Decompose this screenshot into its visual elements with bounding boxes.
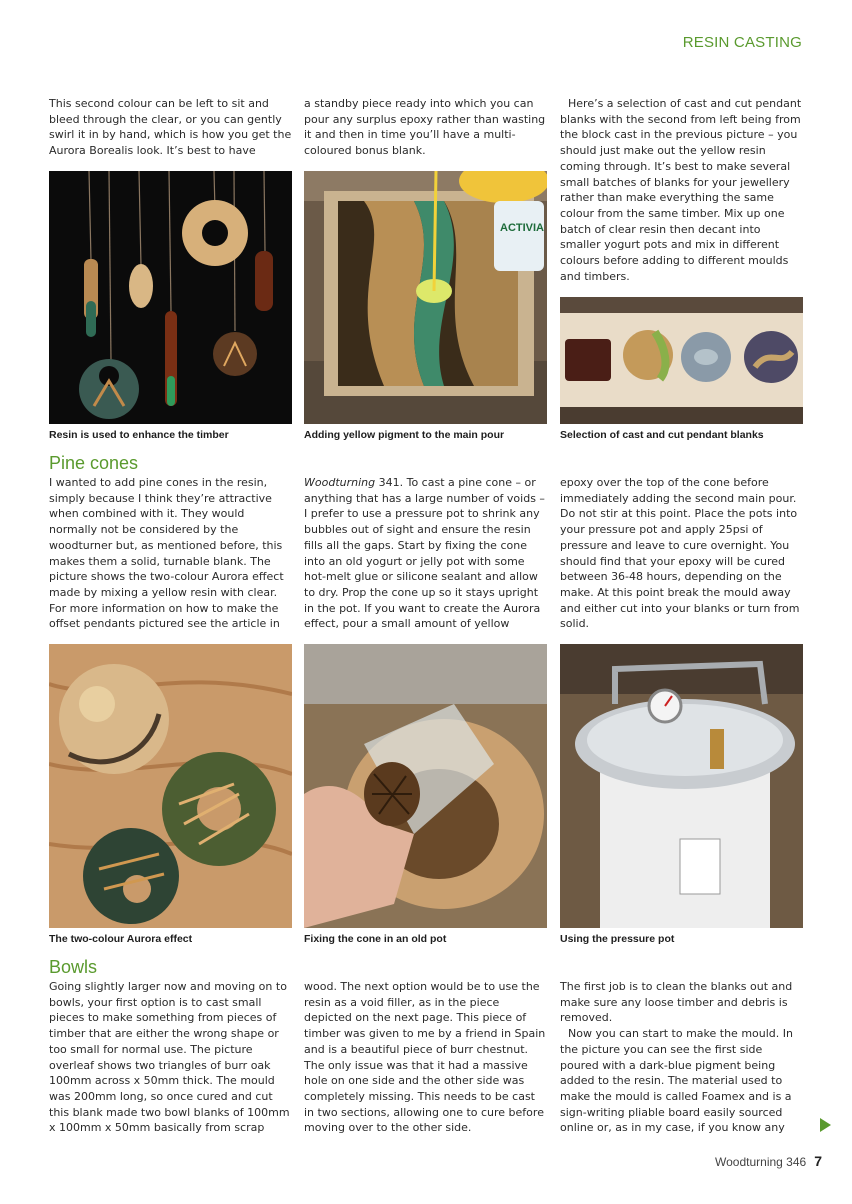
heading-pine-cones: Pine cones: [49, 453, 139, 473]
pine-col-2-text: 341. To cast a pine cone – or anything that has a large number of voids – I prefer to use a pressure pot to shrink any bubbles out of sight and ensure the resin fills all the gaps. Start by fixing the cone into an old yogurt or jelly pot with some hot-melt glue or silicone sealant and allow to dry. Prop the cone up so it stays upright in the pot. If you want to create the Aurora effect, pour a small amount of yellow: [304, 476, 545, 631]
caption-6: Using the pressure pot: [560, 933, 675, 945]
intro-col-3: Here’s a selection of cast and cut pendant blanks with the second from left being from the block cast in the previous picture – you should just make out the yellow resin coming through. It’s best to make several small batches of blanks for your jewellery rather than make everything the same colour from the same timber. Mix up one batch of clear resin then decant into smaller yogurt pots and mix in different colours before adding to different moulds and timbers.: [560, 97, 802, 283]
magazine-reference: Woodturning: [304, 476, 376, 489]
caption-4: The two-colour Aurora effect: [49, 933, 193, 945]
section-header: RESIN CASTING: [682, 34, 802, 51]
photo-cone-in-pot: [304, 644, 547, 928]
photo-pressure-pot: [560, 644, 803, 928]
caption-1: Resin is used to enhance the timber: [49, 429, 229, 441]
photo-aurora-pendants: [49, 644, 292, 928]
caption-2: Adding yellow pigment to the main pour: [304, 429, 505, 441]
yogurt-pot-label: ACTIVIA: [500, 222, 544, 234]
pine-col-3: epoxy over the top of the cone before immediately adding the second main pour. Do not stir at this point. Place the pots into your pressure pot and apply 25psi of pressure and leave to cure overnight. You should find that your epoxy will be cured between 36-48 hours, depending on the make. At this point break the mould away and either cut into your blanks or turn from solid.: [560, 476, 800, 631]
bowls-col-3-para-2: Now you can start to make the mould. In the picture you can see the first side poured with a dark-blue pigment being added to the resin. The material used to make the mould is called Foamex and is a sign-writing pliable board easily sourced online or, as in my case, if you know any: [560, 1027, 793, 1135]
bowls-col-1: Going slightly larger now and moving on to bowls, your first option is to cast small pieces to make something from pieces of timber that are either the wrong shape or too small for normal use. The picture overleaf shows two triangles of burr oak 100mm across x 50mm thick. The mould was 200mm long, so once cured and cut this blank made two bowl blanks of 100mm x 100mm x 50mm basically from scrap: [49, 980, 290, 1135]
intro-col-1: This second colour can be left to sit and bleed through the clear, or you can gently swirl it in by hand, which is how you get the Aurora Borealis look. It’s best to have: [49, 97, 292, 158]
photo-yellow-pour: [304, 171, 547, 424]
pine-col-1: I wanted to add pine cones in the resin, simply because I think they’re attractive when combined with it. They would normally not be considered by the woodturner but, as mentioned before, this makes them a solid, turnable blank. The picture shows the two-colour Aurora effect made by mixing a yellow resin with clear. For more information on how to make the offset pendants pictured see the article in: [49, 476, 284, 631]
photo-pendant-blanks: [560, 297, 803, 424]
caption-3: Selection of cast and cut pendant blanks: [560, 429, 764, 441]
magazine-issue: Woodturning 346: [715, 1155, 807, 1169]
page-number: 7: [814, 1153, 822, 1169]
bowls-col-3: [560, 979, 804, 1136]
photo-hanging-pendants: [49, 171, 292, 424]
intro-col-2: a standby piece ready into which you can pour any surplus epoxy rather than wasting it and then in time you’ll have a multi-coloured bonus blank.: [304, 97, 546, 158]
bowls-col-3-para-1: The first job is to clean the blanks out and make sure any loose timber and debris is removed.: [560, 980, 793, 1025]
page-footer: [715, 1153, 822, 1169]
pine-col-2: [304, 475, 548, 632]
continue-arrow-icon[interactable]: [820, 1118, 831, 1132]
bowls-col-2: wood. The next option would be to use the resin as a void filler, as in the piece depicted on the next page. This piece of timber was given to me by a friend in Spain and is a beautiful piece of burr chestnut. The only issue was that it had a massive hole on one side and the other side was completely missing. This needs to be cast in two sections, allowing one to cure before moving over to the other side.: [304, 980, 546, 1135]
caption-5: Fixing the cone in an old pot: [304, 933, 447, 945]
heading-bowls: Bowls: [49, 957, 98, 977]
